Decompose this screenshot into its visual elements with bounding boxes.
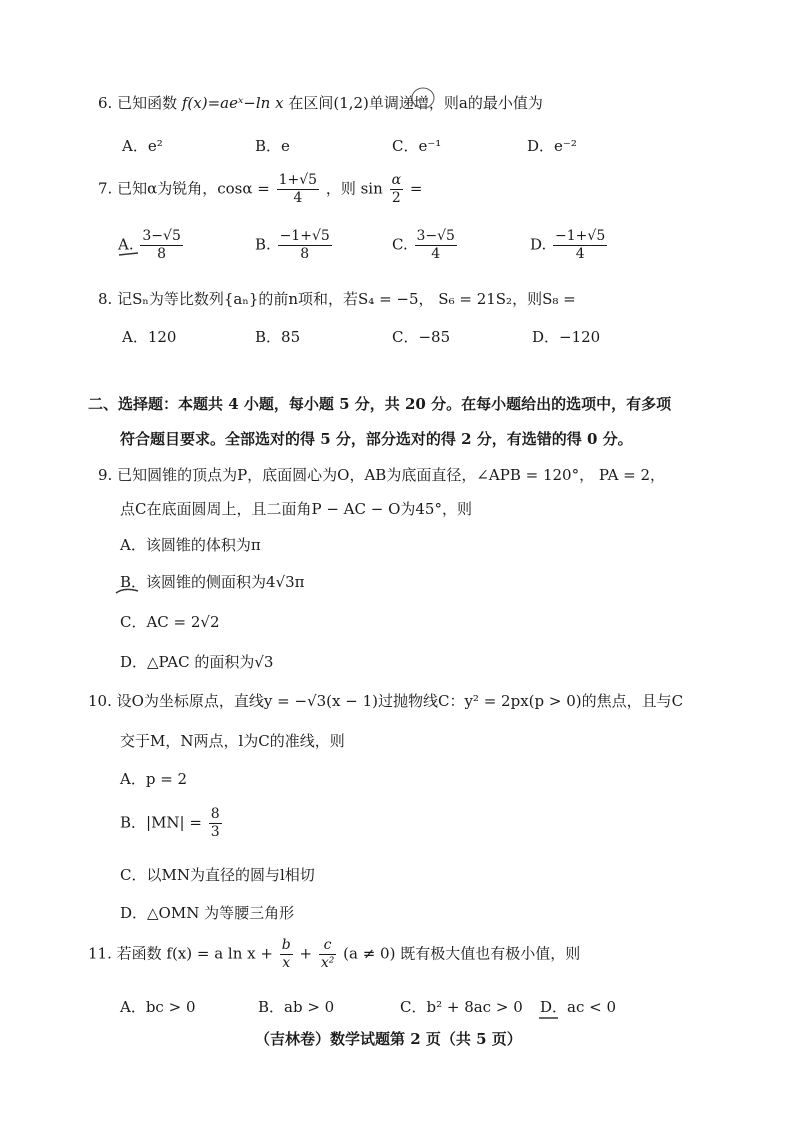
check-mark-q7-a xyxy=(118,250,140,258)
q7-option-c-fraction xyxy=(415,228,457,263)
q10-option-b xyxy=(120,806,224,841)
q8-option-b: B．85 xyxy=(255,328,301,346)
q11-option-d: D．ac < 0 xyxy=(540,998,617,1016)
q7-stem-end: = xyxy=(409,179,423,198)
q8-stem: 8. 记Sₙ为等比数列{aₙ}的前n项和，若S₄ = −5， S₆ = 21S₂，则S₈ = xyxy=(98,290,576,308)
q7-option-d xyxy=(530,228,609,263)
q7-sin-fraction xyxy=(390,172,403,207)
q7-option-b-den: 8 xyxy=(300,246,310,262)
q9-line2: 点C在底面圆周上，且二面角P − AC − O为45°，则 xyxy=(120,500,472,518)
q7-option-b-num: −1+√5 xyxy=(279,228,330,244)
q11-prefix: 11. 若函数 f(x) = a ln x + xyxy=(88,944,273,963)
q11-c-num: c xyxy=(319,937,337,955)
q7-cos-den: 4 xyxy=(293,190,303,206)
q11-b-den: x xyxy=(282,955,291,971)
q7-sin-den: 2 xyxy=(391,190,401,206)
q10-option-c: C．以MN为直径的圆与l相切 xyxy=(120,866,315,884)
q10-option-b-num: 8 xyxy=(210,806,220,822)
q11-b-fraction xyxy=(280,937,293,972)
underline-mark-q11-d xyxy=(538,1015,560,1021)
q7-option-d-num: −1+√5 xyxy=(555,228,606,244)
q10-line2: 交于M，N两点，l为C的准线，则 xyxy=(120,732,345,750)
section2-line2: 符合题目要求。全部选对的得 5 分，部分选对的得 2 分，有选错的得 0 分。 xyxy=(120,430,633,448)
q7-option-b-letter: B. xyxy=(255,235,271,254)
q7-option-d-letter: D. xyxy=(530,235,547,254)
circle-mark-q6 xyxy=(410,86,436,110)
q11-option-b: B．ab > 0 xyxy=(258,998,335,1016)
q7-option-a-letter: A. xyxy=(118,235,134,254)
q11-option-c: C．b² + 8ac > 0 xyxy=(400,998,523,1016)
q7-option-b-fraction xyxy=(278,228,332,263)
q11-plus: + xyxy=(299,944,313,963)
q11-suffix: (a ≠ 0) 既有极大值也有极小值，则 xyxy=(343,944,581,963)
q7-option-a-den: 8 xyxy=(157,246,167,262)
q7-option-c xyxy=(392,228,459,263)
q7-sin-num: α xyxy=(391,172,402,188)
q7-cos-num: 1+√5 xyxy=(278,172,318,188)
q8-option-a: A．120 xyxy=(122,328,177,346)
q7-option-c-letter: C. xyxy=(392,235,408,254)
q10-line1: 10. 设O为坐标原点，直线y = −√3(x − 1)过抛物线C：y² = 2px(p > 0)的焦点，且与C xyxy=(88,692,684,710)
q7-option-b xyxy=(255,228,334,263)
q10-option-b-prefix: B．|MN| = xyxy=(120,813,202,832)
q10-option-d: D．△OMN 为等腰三角形 xyxy=(120,904,295,922)
q6-option-d: D．e⁻² xyxy=(527,137,577,155)
q7-option-a-num: 3−√5 xyxy=(142,228,181,244)
q11-stem xyxy=(88,937,580,972)
q6-option-b: B．e xyxy=(255,137,290,155)
q6-formula: f(x)=aeˣ−ln x xyxy=(181,94,284,112)
q9-option-a: A．该圆锥的体积为π xyxy=(120,536,261,554)
q7-option-c-num: 3−√5 xyxy=(416,228,455,244)
q8-option-d: D．−120 xyxy=(532,328,601,346)
section2-line1: 二、选择题：本题共 4 小题，每小题 5 分，共 20 分。在每小题给出的选项中，有多项 xyxy=(88,395,672,413)
q6-option-c: C．e⁻¹ xyxy=(392,137,442,155)
q6-stem-prefix: 6. 已知函数 xyxy=(98,94,178,112)
q7-stem xyxy=(98,172,422,207)
q11-b-num: b xyxy=(281,937,291,953)
q7-option-c-den: 4 xyxy=(431,246,441,262)
q11-option-a: A．bc > 0 xyxy=(120,998,196,1016)
q6-stem xyxy=(98,92,543,113)
q10-option-b-fraction xyxy=(209,806,222,841)
q7-option-d-den: 4 xyxy=(575,246,585,262)
q7-option-a-fraction xyxy=(140,228,182,263)
q9-option-d: D．△PAC 的面积为√3 xyxy=(120,653,274,671)
q7-stem-prefix: 7. 已知α为锐角，cosα = xyxy=(98,179,270,198)
q8-option-c: C．−85 xyxy=(392,328,451,346)
q9-line1: 9. 已知圆锥的顶点为P，底面圆心为O，AB为底面直径，∠APB = 120°， PA = 2， xyxy=(98,466,666,484)
q7-option-d-fraction xyxy=(553,228,607,263)
q6-option-a: A．e² xyxy=(122,137,163,155)
q11-c-den: x² xyxy=(320,955,335,971)
q7-cos-fraction xyxy=(277,172,319,207)
q7-stem-mid: ，则 sin xyxy=(325,179,383,198)
q11-c-fraction xyxy=(319,937,337,972)
check-mark-q9-b xyxy=(114,585,140,597)
q9-option-b: B．该圆锥的侧面积为4√3π xyxy=(120,573,305,591)
q10-option-a: A．p = 2 xyxy=(120,770,188,788)
q6-stem-suffix: 在区间(1,2)单调递增，则a的最小值为 xyxy=(288,94,543,112)
page-footer: （吉林卷）数学试题第 2 页（共 5 页） xyxy=(255,1030,522,1048)
q10-option-b-den: 3 xyxy=(210,824,220,840)
q9-option-c: C．AC = 2√2 xyxy=(120,613,220,631)
